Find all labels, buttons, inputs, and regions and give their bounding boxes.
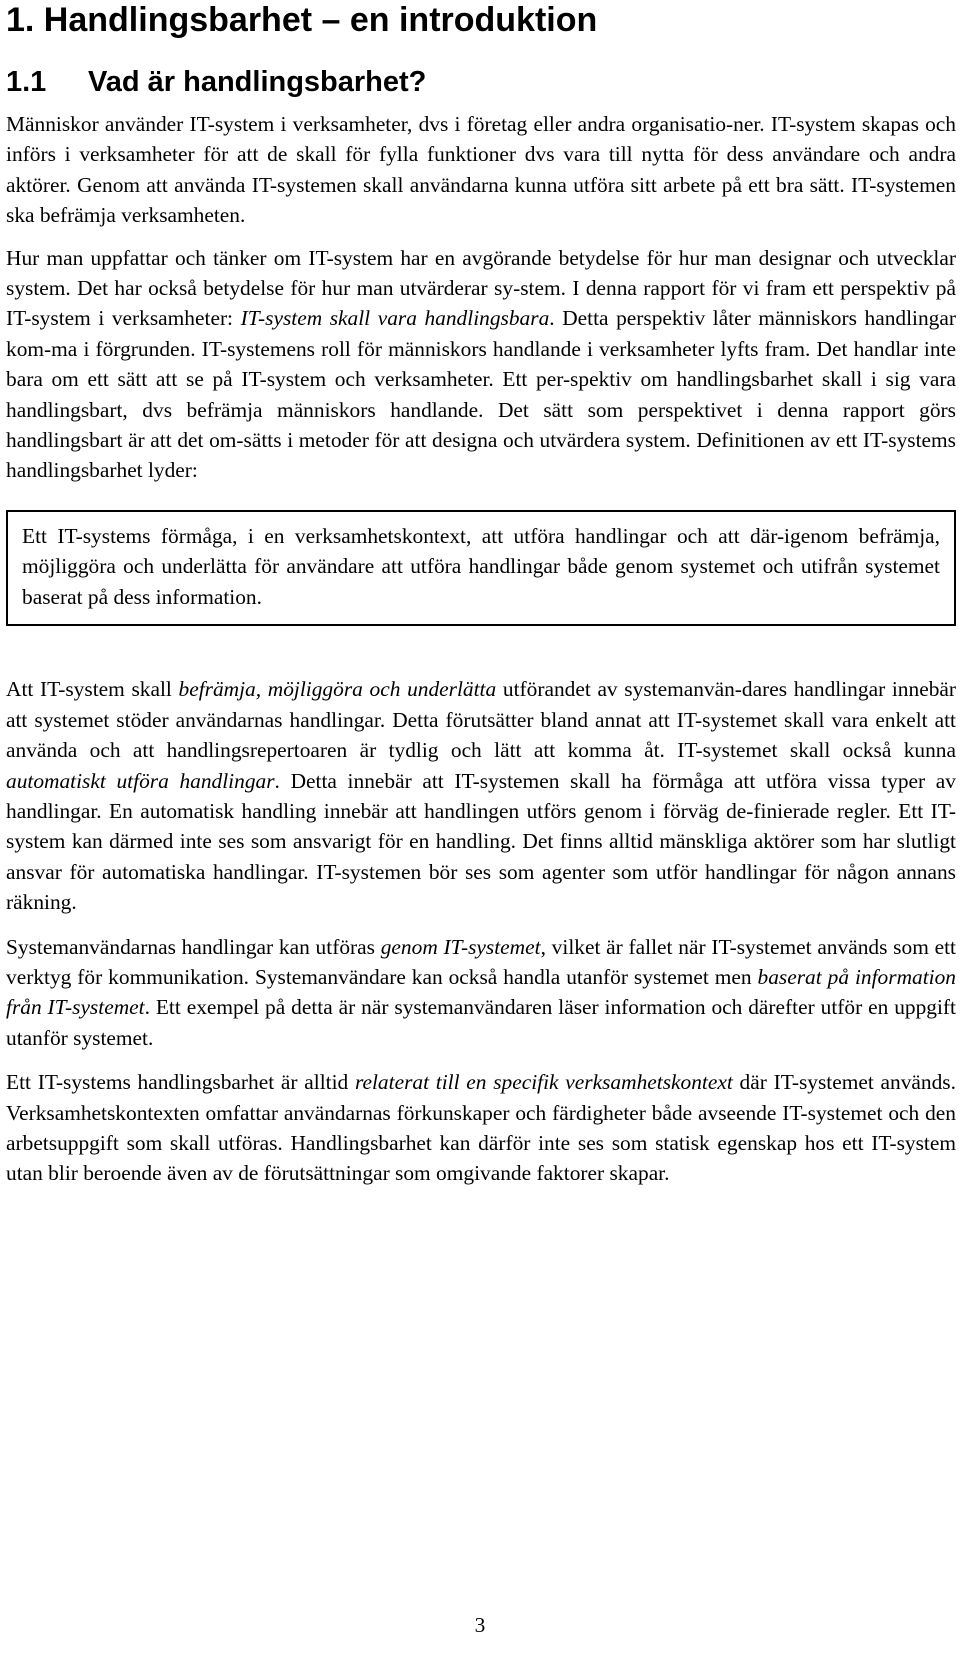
section-number: 1.1	[6, 66, 47, 98]
paragraph-user-actions-text-3: . Ett exempel på detta är när systemanvändaren läser information och därefter utför en uppgift utanför systemet.	[6, 995, 956, 1050]
paragraph-context-text-1: Ett IT-systems handlingsbarhet är alltid	[6, 1070, 355, 1095]
paragraph-context-emphasis: relaterat till en specifik verksamhetskontext	[354, 1070, 733, 1095]
paragraph-perspective-text-1: Hur man uppfattar och tänker om IT-system har en avgörande betydelse för hur man designar och utvecklar system. Det har också betydelse för hur man utvärderar sy-stem. I denna rapport för vi fram ett perspektiv på IT-system i verksamheter:	[6, 245, 956, 331]
paragraph-support	[6, 674, 956, 917]
paragraph-support-text-1: Att IT-system skall	[6, 677, 179, 702]
paragraph-intro	[6, 109, 956, 231]
paragraph-user-actions	[6, 932, 956, 1054]
paragraph-perspective-emphasis: IT-system skall vara handlingsbara	[240, 306, 550, 331]
definition-text: Ett IT-systems förmåga, i en verksamhetskontext, att utföra handlingar och att där-igenom befrämja, möjliggöra och underlätta för användare att utföra handlingar både genom systemet och utifrån systemet baserat på dess information.	[22, 523, 940, 609]
paragraph-support-text-2: utförandet av systemanvän-dares handlingar innebär att systemet stöder användarnas handlingar. Detta förutsätter bland annat att IT-systemet skall vara enkelt att använda och att handlingsrepertoaren är tydlig och lätt att komma åt. IT-systemet skall också kunna	[6, 677, 957, 763]
paragraph-perspective-text-2: . Detta perspektiv låter människors handlingar kom-ma i förgrunden. IT-systemens roll för människors handlande i verksamheter lyfts fram. Det handlar inte bara om ett sätt att se på IT-system och verksamheter. Ett per-spektiv om handlingsbarhet skall i sig vara handlingsbart, dvs befrämja människors handlande. Det sätt som perspektivet i denna rapport görs handlingsbart är att det om-sätts i metoder för att designa och utvärdera system. Definitionen av ett IT-systems handlingsbarhet lyder:	[6, 306, 956, 483]
paragraph-user-actions-emphasis-1: genom IT-systemet	[380, 934, 541, 959]
section-title-text: Vad är handlingsbarhet?	[88, 66, 427, 98]
section-title	[6, 65, 956, 99]
paragraph-support-text-3: . Detta innebär att IT-systemen skall ha förmåga att utföra vissa typer av handlingar. En automatisk handling innebär att handlingen utförs genom i förväg de-finierade regler. Ett IT-system kan därmed inte ses som ansvarigt för en handling. Det finns alltid mänskliga aktörer som har slutligt ansvar för automatiska handlingar. IT-systemen bör ses som agenter som utför handlingar för någon annans räkning.	[6, 768, 956, 915]
paragraph-context-text-2: där IT-systemet används. Verksamhetskontexten omfattar användarnas förkunskaper och färdigheter både avseende IT-systemet och den arbetsuppgift som skall utföras. Handlingsbarhet kan därför inte ses som statisk egenskap hos ett IT-system utan blir beroende även av de förutsättningar som omgivande faktorer skapar.	[6, 1070, 956, 1186]
paragraph-support-emphasis-2: automatiskt utföra handlingar	[6, 768, 275, 793]
document-page	[6, 0, 956, 1189]
paragraph-user-actions-text-2: , vilket är fallet när IT-systemet används som ett verktyg för kommunikation. Systemanvändare kan också handla utanför systemet men	[6, 934, 956, 990]
page-number: 3	[474, 1613, 486, 1637]
definition-box	[6, 510, 956, 627]
paragraph-perspective	[6, 243, 956, 486]
paragraph-user-actions-emphasis-2: baserat på information från IT-systemet	[6, 965, 956, 1020]
paragraph-context	[6, 1067, 956, 1189]
paragraph-support-emphasis-1: befrämja, möjliggöra och underlätta	[178, 677, 497, 702]
paragraph-user-actions-text-1: Systemanvändarnas handlingar kan utföras	[6, 934, 381, 959]
paragraph-intro-text: Människor använder IT-system i verksamheter, dvs i företag eller andra organisatio-ner. IT-system skapas och införs i verksamheter för att de skall för fylla funktioner dvs vara till nytta för dess användare och andra aktörer. Genom att använda IT-systemen skall användarna kunna utföra sitt arbete på ett bra sätt. IT-systemen ska befrämja verksamheten.	[6, 112, 956, 228]
chapter-title: 1. Handlingsbarhet – en introduktion	[6, 1, 598, 39]
